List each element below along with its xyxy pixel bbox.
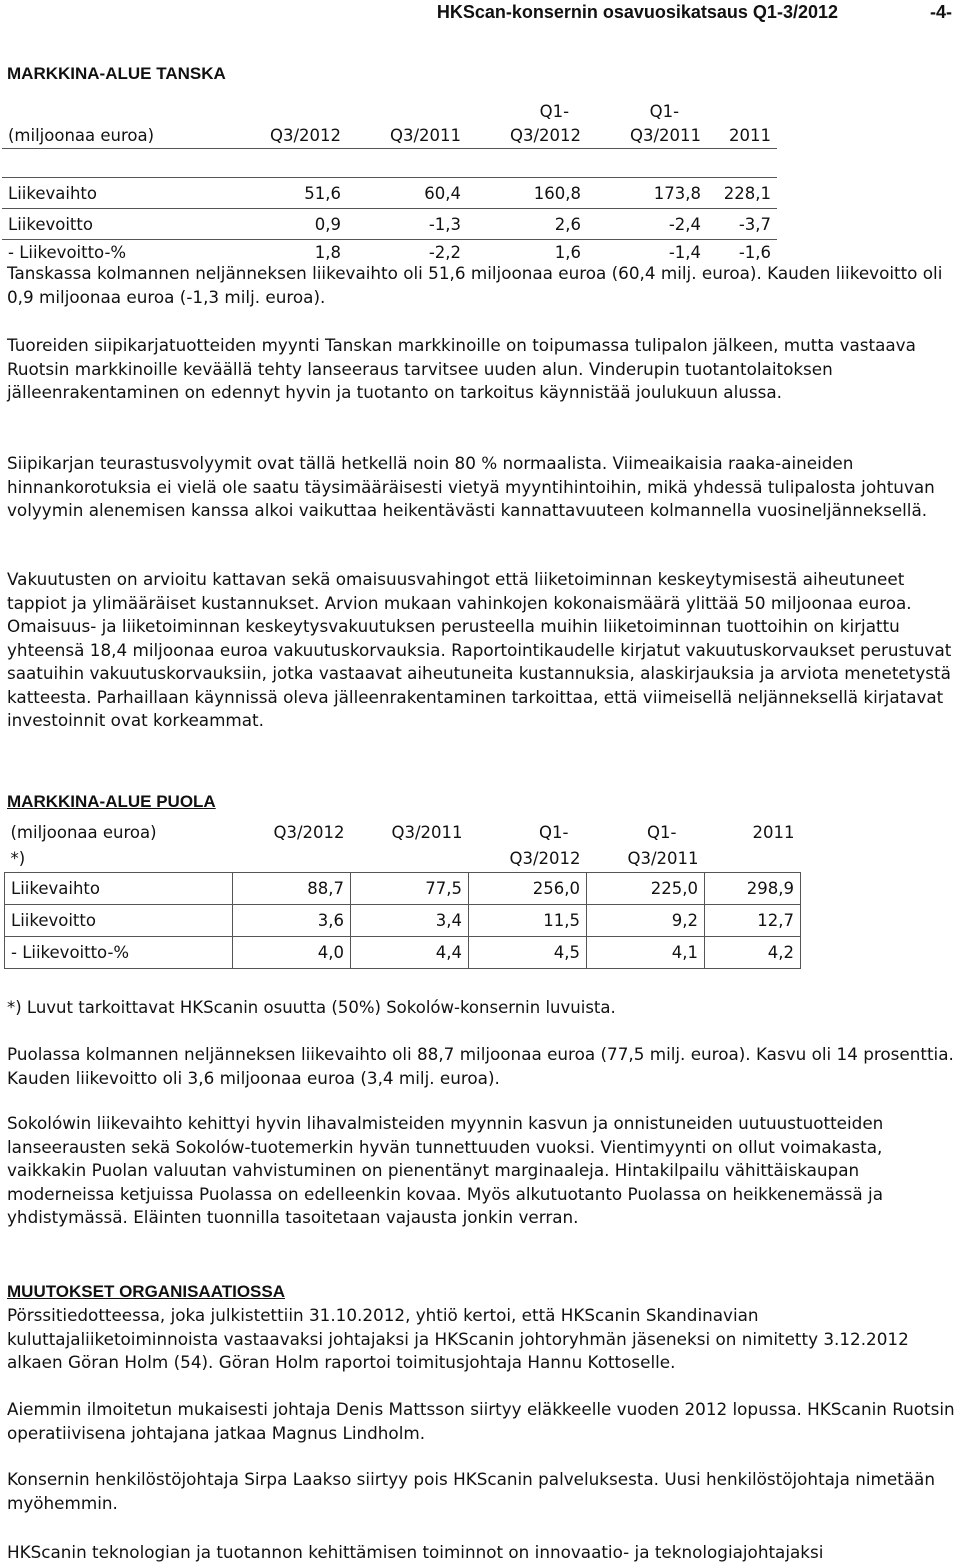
column-header: Q1- Q3/2012 bbox=[509, 823, 581, 868]
denmark-table bbox=[2, 86, 777, 264]
section-title-organisation: MUUTOKSET ORGANISAATIOSSA bbox=[7, 1282, 285, 1301]
paragraph: Puolassa kolmannen neljänneksen liikevaihto oli 88,7 miljoonaa euroa (77,5 milj. euroa). Kasvu oli 14 prosenttia. Kauden liikevoitto oli 3,6 miljoonaa euroa (3,4 milj. euroa). bbox=[7, 1044, 954, 1088]
paragraph: Pörssitiedotteessa, joka julkistettiin 31.10.2012, yhtiö kertoi, että HKScanin Skandinavian kuluttajaliiketoiminnoista vastaavaksi johtajaksi ja HKScanin johtoryhmän jäseneksi on nimitetty 3.12.2012 alkaen Göran Holm (54). Göran Holm raportoi toimitusjohtaja Hannu Kottoselle. bbox=[7, 1305, 909, 1372]
paragraph: Konsernin henkilöstöjohtaja Sirpa Laakso siirtyy pois HKScanin palveluksesta. Uusi henkilöstöjohtaja nimetään myöhemmin. bbox=[7, 1469, 935, 1513]
table-row: - Liikevoitto-% 1,8 -2,2 1,6 -1,4 -1,6 bbox=[8, 242, 772, 262]
table-row: - Liikevoitto-% 4,0 4,4 4,5 4,1 4,2 bbox=[5, 937, 801, 969]
column-header: Q1- Q3/2011 bbox=[587, 86, 707, 149]
poland-table bbox=[4, 814, 801, 969]
paragraph: Aiemmin ilmoitetun mukaisesti johtaja Denis Mattsson siirtyy eläkkeelle vuoden 2012 lopussa. HKScanin Ruotsin operatiivisena johtajana jatkaa Magnus Lindholm. bbox=[7, 1399, 955, 1443]
column-header: 2011 bbox=[752, 823, 795, 842]
document-title: HKScan-konsernin osavuosikatsaus Q1-3/2012 bbox=[436, 2, 838, 22]
column-header: Q1- Q3/2011 bbox=[627, 823, 699, 868]
column-header: 2011 bbox=[707, 86, 777, 149]
table-unit-label: (miljoonaa euroa) bbox=[2, 86, 264, 149]
paragraph: Siipikarjan teurastusvolyymit ovat tällä hetkellä noin 80 % normaalista. Viimeaikaisia raaka-aineiden hinnankorotuksia ei vielä ole saatu täysimääräisesti vietyä myyntihintoihin, mikä yhdessä tulipalosta johtuvan volyymin alenemisen kanssa alkoi vaikuttaa heikentävästi kannattavuuteen kolmannella vuosineljänneksellä. bbox=[7, 453, 935, 520]
paragraph: Sokolówin liikevaihto kehittyi hyvin lihavalmisteiden myynnin kasvun ja onnistuneiden uutuustuotteiden lanseerausten sekä Sokolów-tuotemerkin hyvän tunnettuuden vuoksi. Vientimyynti on ollut voimakasta, vaikkakin Puolan valuutan vahvistuminen on pienentänyt marginaaleja. Hintakilpailu vähittäiskaupan moderneissa ketjuissa Puolassa on edelleenkin kovaa. Myös alkutuotanto Puolassa on heikkenemässä ja yhdistymässä. Eläinten tuonnilla tasoitetaan vajausta jonkin verran. bbox=[7, 1113, 884, 1227]
table-row: Liikevoitto 3,6 3,4 11,5 9,2 12,7 bbox=[5, 905, 801, 937]
paragraph: Vakuutusten on arvioitu kattavan sekä omaisuusvahingot että liiketoiminnan keskeytymisestä aiheutuneet tappiot ja ylimääräiset kustannukset. Arvion mukaan vahinkojen kokonaismäärä ylittää 50 miljoonaa euroa. Omaisuus- ja liiketoiminnan keskeytysvakuutuksen perusteella muihin liiketoiminnan tuottoihin on kirjattu yhteensä 18,4 miljoonaa euroa vakuutuskorvauksia. Raportointikaudelle kirjatut vakuutuskorvaukset perustuvat saatuihin vakuutuskorvauksiin, jotka vastaavat aiheutuneita kustannuksia, alaskirjauksia ja arviota menetetystä katteesta. Parhaillaan käynnissä oleva jälleenrakentaminen tarkoittaa, että viimeisellä neljänneksellä kirjatavat investoinnit ovat korkeammat. bbox=[7, 569, 952, 730]
column-header: Q3/2012 bbox=[264, 86, 347, 149]
column-header: Q3/2011 bbox=[347, 86, 467, 149]
section-title-poland: MARKKINA-ALUE PUOLA bbox=[7, 792, 216, 811]
table-unit-label: (miljoonaa euroa) *) bbox=[10, 823, 157, 868]
table-row: Liikevaihto 88,7 77,5 256,0 225,0 298,9 bbox=[5, 873, 801, 905]
table-row: Liikevoitto 0,9 -1,3 2,6 -2,4 -3,7 bbox=[2, 209, 777, 240]
section-title-denmark: MARKKINA-ALUE TANSKA bbox=[7, 64, 226, 83]
column-header: Q1- Q3/2012 bbox=[467, 86, 587, 149]
paragraph: Tuoreiden siipikarjatuotteiden myynti Tanskan markkinoille on toipumassa tulipalon jälkeen, mutta vastaava Ruotsin markkinoille keväällä tehty lanseeraus tarvitsee uuden alun. Vinderupin tuotantolaitoksen jälleenrakentaminen on edennyt hyvin ja tuotanto on tarkoitus käynnistää joulukuun alussa. bbox=[7, 335, 916, 402]
table-row: Liikevaihto 51,6 60,4 160,8 173,8 228,1 bbox=[2, 178, 777, 209]
paragraph: Tanskassa kolmannen neljänneksen liikevaihto oli 51,6 miljoonaa euroa (60,4 milj. euroa). Kauden liikevoitto oli 0,9 miljoonaa euroa (-1,3 milj. euroa). bbox=[7, 263, 943, 307]
column-header: Q3/2011 bbox=[391, 823, 463, 842]
page-number: -4- bbox=[930, 2, 952, 22]
column-header: Q3/2012 bbox=[273, 823, 345, 842]
table-footnote: *) Luvut tarkoittavat HKScanin osuutta (50%) Sokolów-konsernin luvuista. bbox=[7, 998, 616, 1017]
paragraph: HKScanin teknologian ja tuotannon kehittämisen toiminnot on innovaatio- ja teknologiajohtajaksi bbox=[7, 1542, 824, 1562]
page-header bbox=[437, 2, 952, 23]
